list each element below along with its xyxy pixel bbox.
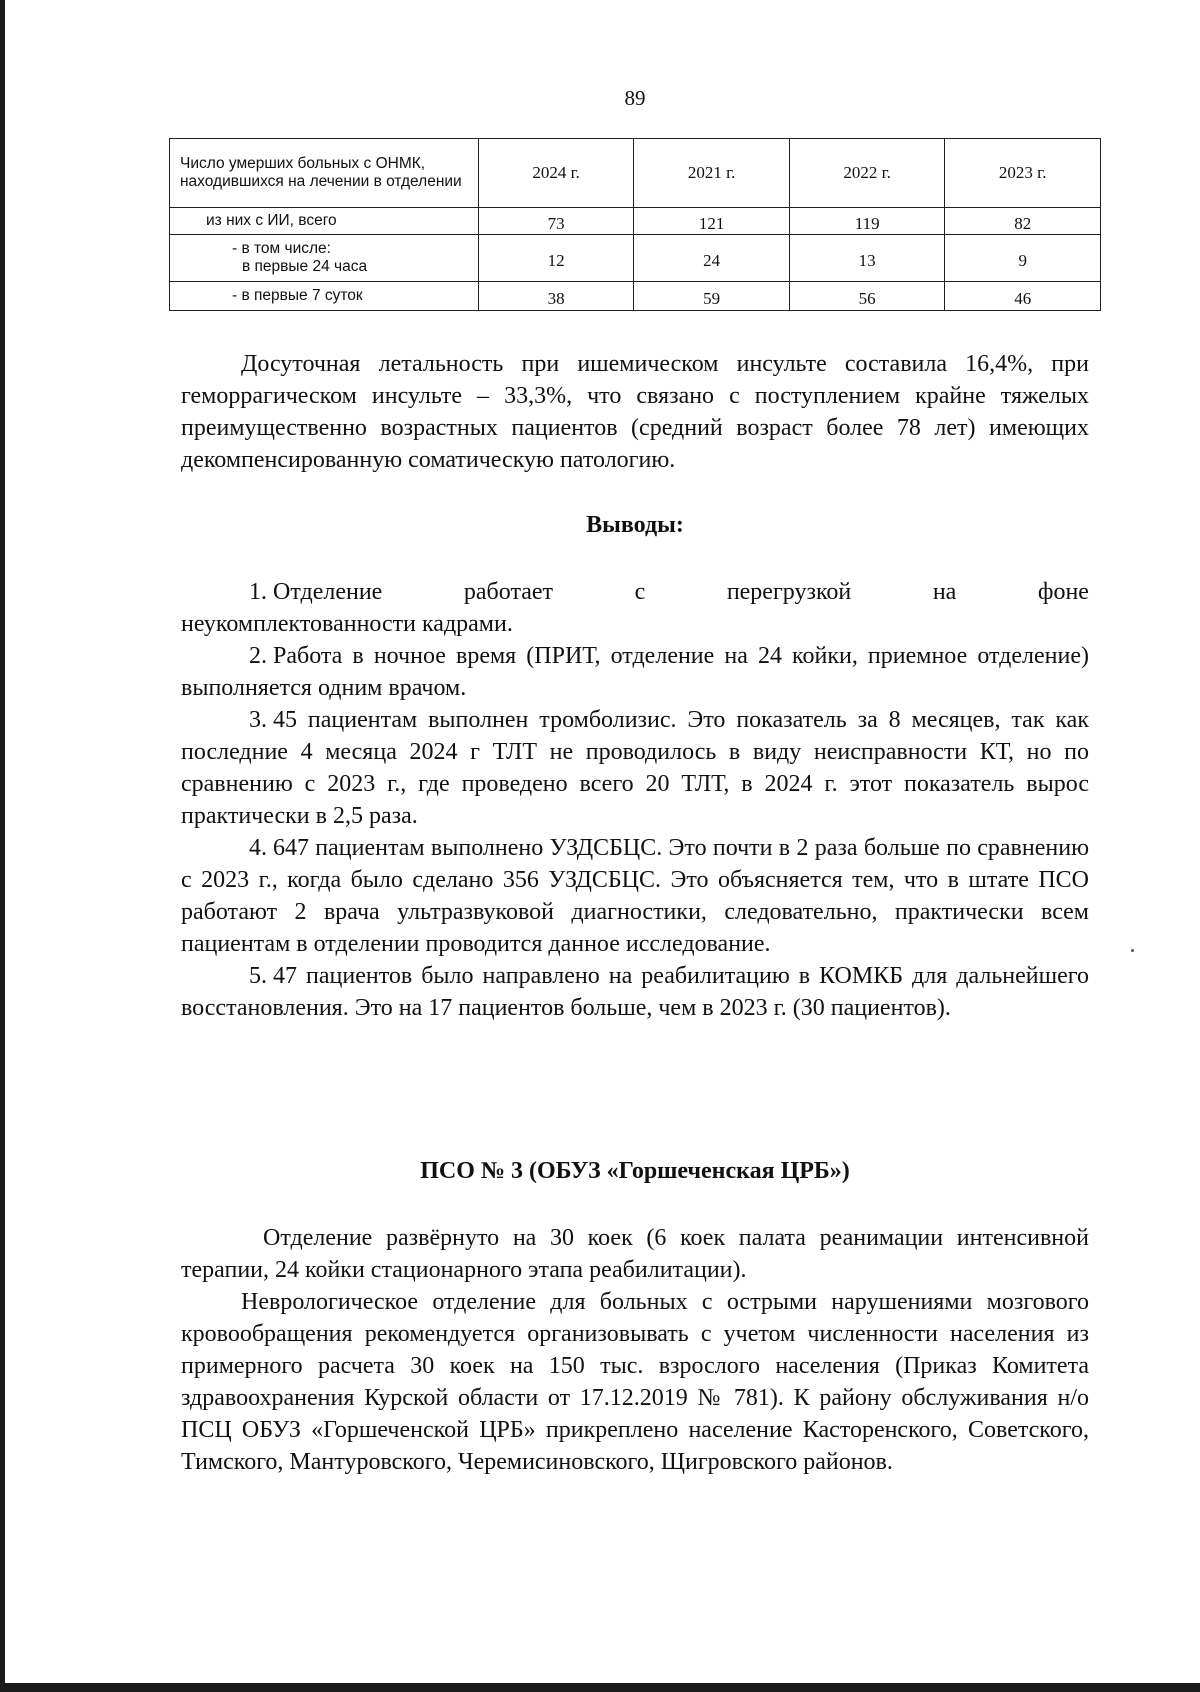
list-item-text: 647 пациентам выполнено УЗДСБЦС. Это почти в 2 раза больше по сравнению с 2023 г., когда было сделано 356 УЗДСБЦС. Это объясняется тем, что в штате ПСО работают 2 врача ультразвуковой диагностики, следовательно, практически всем пациентам в отделении проводится данное исследование. — [181, 835, 1089, 957]
table-row — [170, 235, 1101, 282]
row-label: - в первые 7 суток — [170, 282, 479, 311]
table-cell: 59 — [634, 282, 790, 311]
list-word: фоне — [1037, 579, 1089, 605]
list-item — [181, 640, 1089, 704]
table-cell: 73 — [478, 208, 634, 235]
table-header-year: 2024 г. — [478, 139, 634, 208]
list-item-number: 4. — [249, 835, 267, 861]
conclusions-list — [181, 576, 1089, 1024]
list-item — [181, 960, 1089, 1024]
section-title: ПСО № 3 (ОБУЗ «Горшеченская ЦРБ») — [420, 1158, 850, 1184]
table-cell: 56 — [789, 282, 945, 311]
list-item-first-line — [181, 576, 1089, 608]
row-label — [170, 235, 479, 282]
scan-border-bottom — [0, 1683, 1200, 1692]
page-number: 89 — [624, 86, 646, 110]
table-header-row — [170, 139, 1101, 208]
mortality-table — [169, 138, 1101, 311]
lethality-paragraph: Досуточная летальность при ишемическом инсульте составила 16,4%, при геморрагическом инсульте – 33,3%, что связано с поступлением крайне тяжелых преимущественно возрастных пациентов (средний возраст более 78 лет) имеющих декомпенсированную соматическую патологию. — [181, 351, 1089, 473]
list-word: на — [932, 579, 957, 605]
table-header-year: 2021 г. — [634, 139, 790, 208]
table-cell: 9 — [945, 235, 1101, 282]
table-cell: 24 — [634, 235, 790, 282]
table-row — [170, 282, 1101, 311]
section-paragraph: Неврологическое отделение для больных с острыми нарушениями мозгового кровообращения рекомендуется организовывать с учетом численности населения из примерного расчета 30 коек на 150 тыс. взрослого населения (Приказ Комитета здравоохранения Курской области от 17.12.2019 № 781). К району обслуживания н/о ПСЦ ОБУЗ «Горшеченской ЦРБ» прикреплено население Касторенского, Советского, Тимского, Мантуровского, Черемисиновского, Щигровского районов. — [181, 1289, 1089, 1475]
row-label-main: - в том числе: — [232, 240, 331, 257]
table-cell: 46 — [945, 282, 1101, 311]
section-paragraph: Отделение развёрнуто на 30 коек (6 коек палата реанимации интенсивной терапии, 24 койки стационарного этапа реабилитации). — [181, 1225, 1089, 1283]
table-cell: 119 — [789, 208, 945, 235]
scan-border-left — [0, 0, 5, 1692]
list-item — [181, 832, 1089, 960]
table-cell: 82 — [945, 208, 1101, 235]
list-item-number: 2. — [249, 643, 267, 669]
table-cell: 12 — [478, 235, 634, 282]
row-label: из них с ИИ, всего — [170, 208, 479, 235]
list-item-number: 3. — [249, 707, 267, 733]
table-header-year: 2022 г. — [789, 139, 945, 208]
list-word: работает — [463, 579, 554, 605]
table-header-label: Число умерших больных с ОНМК, находившихся на лечении в отделении — [170, 139, 479, 208]
list-item-text: 45 пациентам выполнен тромболизис. Это показатель за 8 месяцев, так как последние 4 месяца 2024 г ТЛТ не проводилось в виду неисправности КТ, но по сравнению с 2023 г., где проведено всего 20 ТЛТ, в 2024 г. этот показатель вырос практически в 2,5 раза. — [181, 707, 1089, 829]
list-item-text: Работа в ночное время (ПРИТ, отделение на 24 койки, приемное отделение) выполняется одним врачом. — [181, 643, 1089, 701]
table-cell: 13 — [789, 235, 945, 282]
table-cell: 38 — [478, 282, 634, 311]
list-item-text: 47 пациентов было направлено на реабилитацию в КОМКБ для дальнейшего восстановления. Это на 17 пациентов больше, чем в 2023 г. (30 пациентов). — [181, 963, 1089, 1021]
list-word: 1. Отделение — [249, 579, 383, 605]
list-item — [181, 704, 1089, 832]
row-label-sub: в первые 24 часа — [242, 258, 368, 275]
table-row — [170, 208, 1101, 235]
list-word: с — [634, 579, 646, 605]
section-body — [181, 1222, 1089, 1478]
table-header-year: 2023 г. — [945, 139, 1101, 208]
scan-speck — [1131, 949, 1134, 952]
list-item-continuation: неукомплектованности кадрами. — [181, 611, 513, 637]
list-item-number: 5. — [249, 963, 267, 989]
table-cell: 121 — [634, 208, 790, 235]
list-item — [181, 576, 1089, 640]
conclusions-title: Выводы: — [586, 512, 684, 538]
list-word: перегрузкой — [726, 579, 852, 605]
